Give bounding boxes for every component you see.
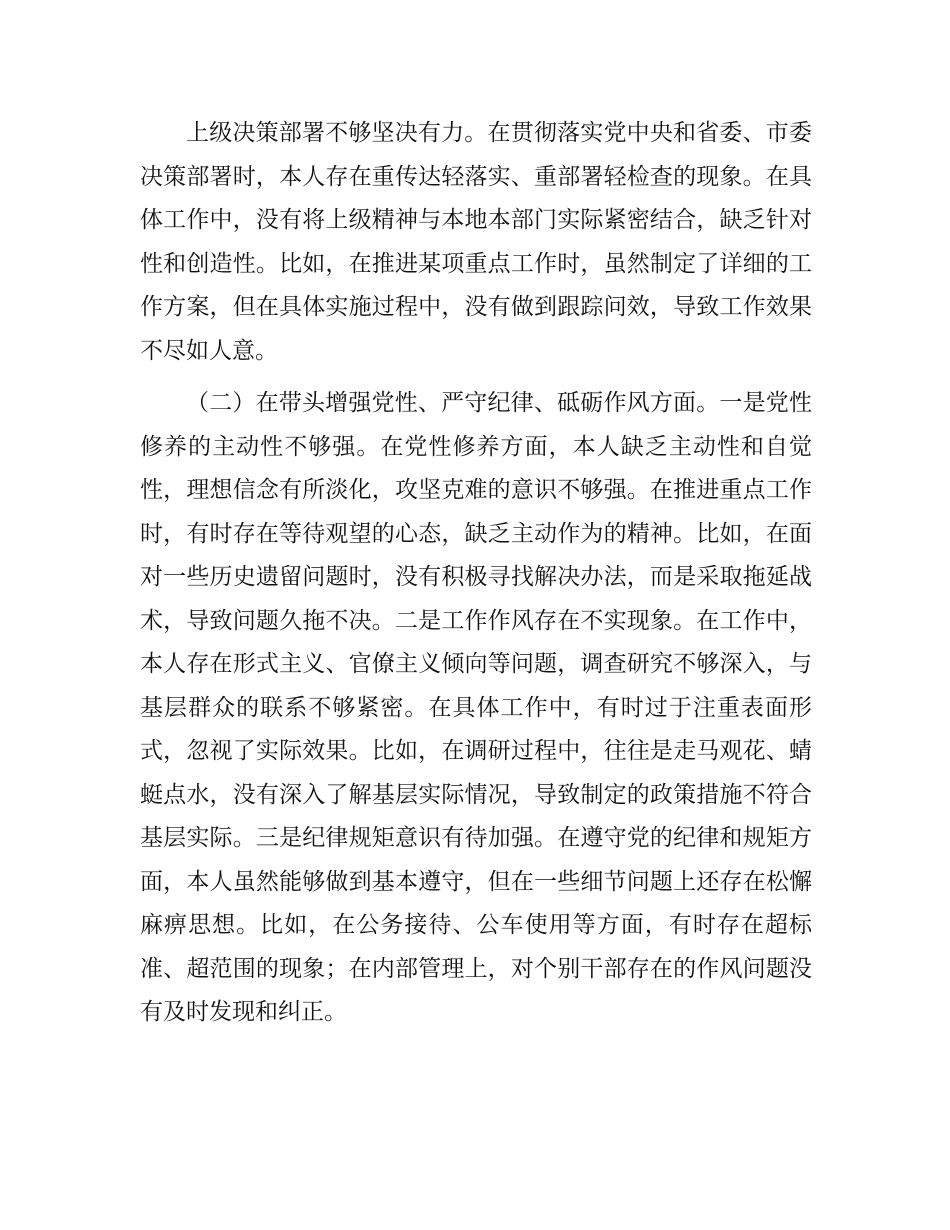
paragraph-1: 上级决策部署不够坚决有力。在贯彻落实党中央和省委、市委决策部署时，本人存在重传达轻落实、重部署轻检查的现象。在具体工作中，没有将上级精神与本地本部门实际紧密结合，缺乏针对性和创造性。比如，在推进某项重点工作时，虽然制定了详细的工作方案，但在具体实施过程中，没有做到跟踪问效，导致工作效果不尽如人意。 <box>140 120 812 364</box>
document-body <box>140 112 812 1044</box>
paragraph-2: （二）在带头增强党性、严守纪律、砥砺作风方面。一是党性修养的主动性不够强。在党性修养方面，本人缺乏主动性和自觉性，理想信念有所淡化，攻坚克难的意识不够强。在推进重点工作时，有时存在等待观望的心态，缺乏主动作为的精神。比如，在面对一些历史遗留问题时，没有积极寻找解决办法，而是采取拖延战术，导致问题久拖不决。二是工作作风存在不实现象。在工作中，本人存在形式主义、官僚主义倾向等问题，调查研究不够深入，与基层群众的联系不够紧密。在具体工作中，有时过于注重表面形式，忽视了实际效果。比如，在调研过程中，往往是走马观花、蜻蜓点水，没有深入了解基层实际情况，导致制定的政策措施不符合基层实际。三是纪律规矩意识有待加强。在遵守党的纪律和规矩方面，本人虽然能够做到基本遵守，但在一些细节问题上还存在松懈麻痹思想。比如，在公务接待、公车使用等方面，有时存在超标准、超范围的现象；在内部管理上，对个别干部存在的作风问题没有及时发现和纠正。 <box>140 390 812 1025</box>
